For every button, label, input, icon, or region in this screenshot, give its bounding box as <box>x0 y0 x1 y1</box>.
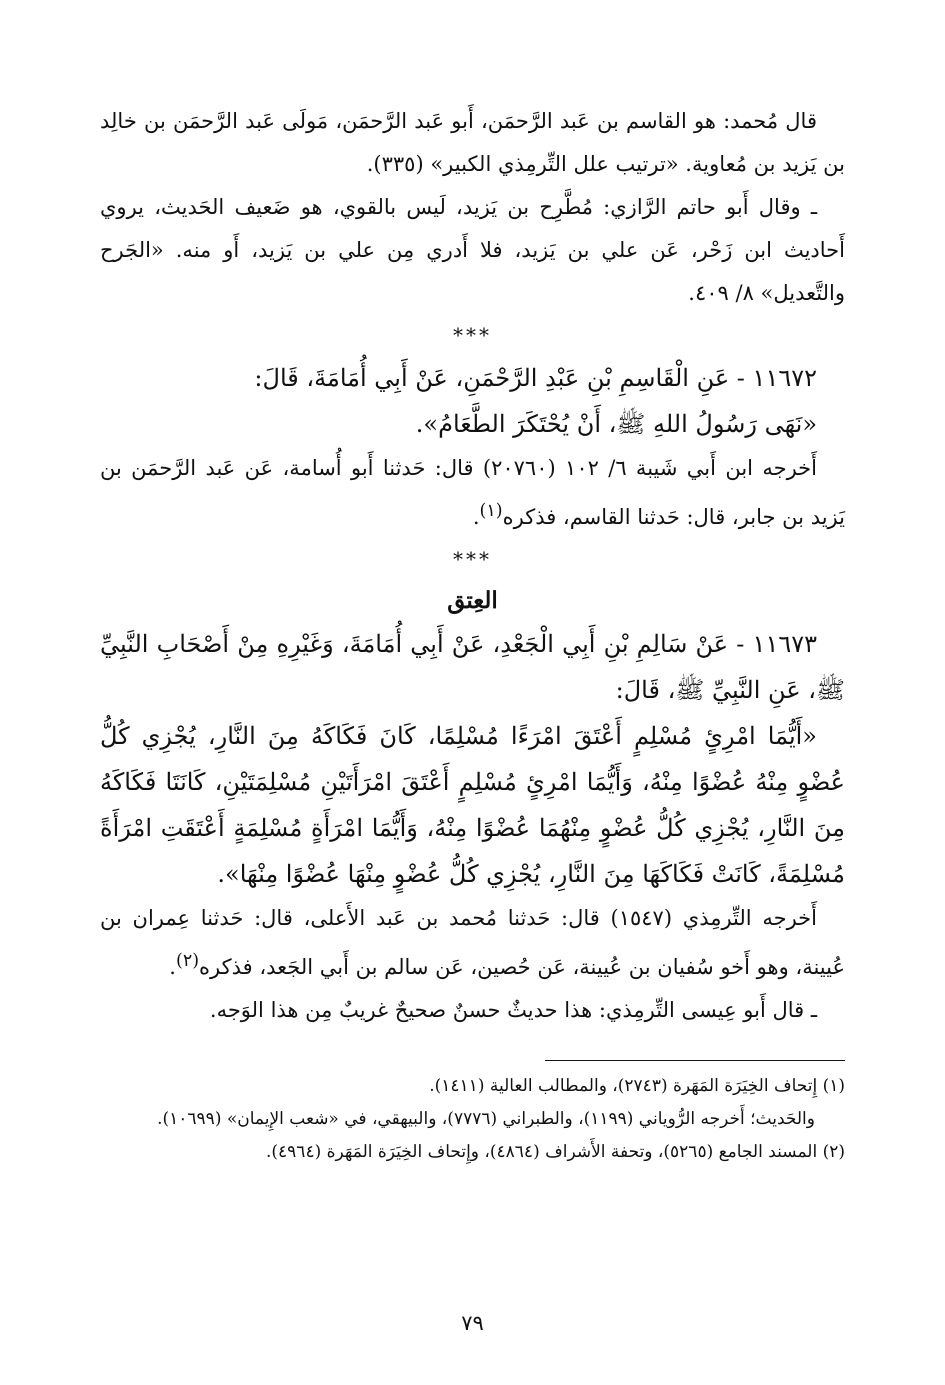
paragraph-takhrij-2 <box>100 897 845 989</box>
footnote-ref-1[interactable]: (١) <box>479 501 503 521</box>
footnote-2: (٢) المسند الجامع (٥٢٦٥)، وتحفة الأَشراف (٤٨٦٤)، وإِتحاف الخِيَرَة المَهَرة (٤٩٦٤). <box>266 1142 845 1162</box>
hadith-11672-heading: ١١٦٧٢ - عَنِ الْقَاسِمِ بْنِ عَبْدِ الرَّحْمَنِ، عَنْ أَبِي أُمَامَةَ، قَالَ: <box>254 364 817 392</box>
paragraph-takhrij-1 <box>100 447 845 539</box>
takhrij-1-end: . <box>472 505 480 529</box>
paragraph-tirmidhi-grading: ـ قال أَبو عِيسى التِّرمِذي: هذا حديثٌ حسنٌ صحيحٌ غريبٌ مِن هذا الوَجه. <box>209 998 817 1022</box>
footnote-divider <box>545 1060 845 1061</box>
footnote-1: (١) إِتحاف الخِيَرَة المَهَرة (٢٧٤٣)، والمطالب العالية (١٤١١). <box>429 1076 845 1096</box>
hadith-11672-text: «نَهَى رَسُولُ اللهِ ﷺ، أَنْ يُحْتَكَرَ الطَّعَامُ». <box>415 410 817 438</box>
takhrij-2-end: . <box>169 955 176 979</box>
footnote-1-continued: والحَديث؛ أَخرجه الرُّوياني (١١٩٩)، والطبراني (٧٧٧٦)، والبيهقي، في «شعب الإِيمان» (١٠٦٩٩). <box>157 1109 815 1129</box>
hadith-11673-text: «أَيُّمَا امْرِئٍ مُسْلِمٍ أَعْتَقَ امْرَءًا مُسْلِمًا، كَانَ فَكَاكَهُ مِنَ النَّارِ، يُجْزِي كُلُّ عُضْوٍ مِنْهُ عُضْوًا مِنْهُ، وَأَيُّمَا امْرِئٍ مُسْلِمٍ أَعْتَقَ امْرَأَتَيْنِ مُسْلِمَتَيْنِ، كَانَتَا فَكَاكَهُ مِنَ النَّارِ، يُجْزِي كُلُّ عُضْوٍ مِنْهُمَا عُضْوًا مِنْهُ، وَأَيُّمَا امْرَأَةٍ مُسْلِمَةٍ أَعْتَقَتِ امْرَأَةً مُسْلِمَةً، كَانَتْ فَكَاكَهَا مِنَ النَّارِ، يُجْزِي كُلُّ عُضْوٍ مِنْهَا عُضْوًا مِنْهَا». <box>100 722 845 888</box>
takhrij-2-text: أَخرجه التِّرمِذي (١٥٤٧) قال: حَدثنا مُحمد بن عَبد الأَعلى، قال: حَدثنا عِمران بن عُيينة، وهو أَخو سُفيان بن عُيينة، عَن حُصين، عَن سالم بن أَبي الجَعد، فذكره <box>100 906 845 979</box>
hadith-11673-heading: ١١٦٧٣ - عَنْ سَالِمِ بْنِ أَبِي الْجَعْدِ، عَنْ أَبِي أُمَامَةَ، وَغَيْرِهِ مِنْ أَصْحَابِ النَّبِيِّ ﷺ، عَنِ النَّبِيِّ ﷺ، قَالَ: <box>100 630 845 704</box>
paragraph-abu-hatim: ـ وقال أَبو حاتم الرَّازي: مُطَّرِح بن يَزيد، لَيس بالقوي، هو ضَعيف الحَديث، يروي أَحاديث ابن زَحْر، عَن علي بن يَزيد، فلا أَدري مِن علي بن يَزيد، أَو منه. «الجَرح والتَّعديل» ٨/ ٤٠٩. <box>100 195 845 305</box>
takhrij-1-text: أَخرجه ابن أَبي شَيبة ٦/ ١٠٢ (٢٠٧٦٠) قال: حَدثنا أَبو أُسامة، عَن عَبد الرَّحمَن بن يَزيد بن جابر، قال: حَدثنا القاسم، فذكره <box>100 456 845 529</box>
separator-stars: *** <box>453 323 492 347</box>
book-page <box>100 100 845 1360</box>
paragraph-narrator-note: قال مُحمد: هو القاسم بن عَبد الرَّحمَن، أَبو عَبد الرَّحمَن، مَولَى عَبد الرَّحمَن بن خالِد بن يَزيد بن مُعاوية. «ترتيب علل التِّرمِذي الكبير» (٣٣٥). <box>100 109 845 176</box>
separator-stars: *** <box>453 547 492 571</box>
section-title: العِتق <box>447 587 498 614</box>
footnote-ref-2[interactable]: (٢) <box>175 951 200 971</box>
page-number: ٧٩ <box>461 1311 484 1335</box>
